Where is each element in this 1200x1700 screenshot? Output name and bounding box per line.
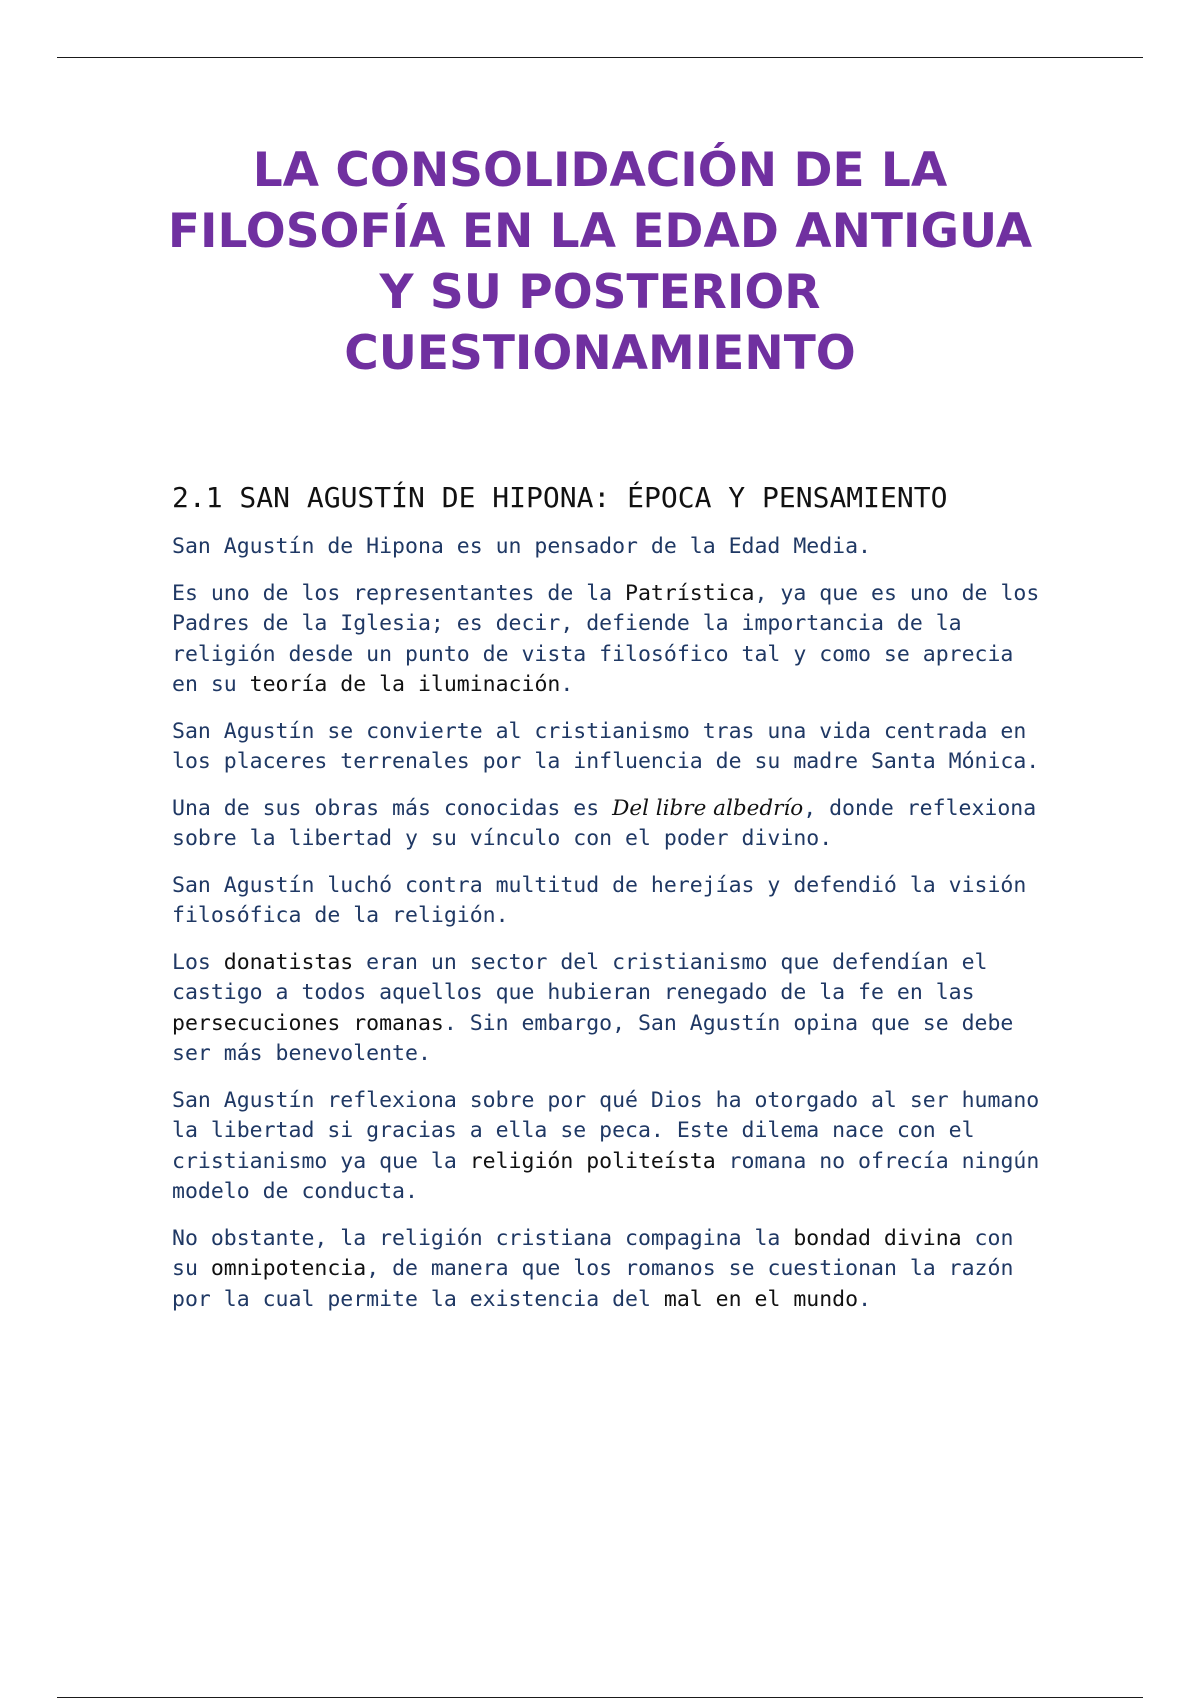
key-term: Patrística: [625, 580, 755, 606]
paragraph-4: [172, 794, 1052, 855]
paragraph-8: [172, 1224, 1052, 1316]
paragraph-text: , donde reflexiona sobre la libertad y su vínculo con el poder divino.: [172, 795, 1037, 851]
paragraph-text: San Agustín se convierte al cristianismo tras una vida centrada en los placeres terrenales por la influencia de su madre Santa Mónica.: [172, 718, 1040, 774]
key-term: persecuciones romanas: [172, 1010, 444, 1036]
paragraph-3: [172, 717, 1052, 778]
book-title: Del libre albedrío: [612, 795, 804, 821]
key-term: religión politeísta: [469, 1148, 716, 1174]
paragraph-text: Es uno de los representantes de la: [172, 580, 626, 606]
paragraph-text: . Sin embargo, San Agustín opina que se debe ser más benevolente.: [172, 1010, 1014, 1066]
paragraph-text: .: [858, 1286, 872, 1312]
paragraph-text: romana no ofrecía ningún modelo de conducta.: [172, 1148, 1040, 1204]
key-term: donatistas: [223, 949, 354, 975]
document-title: LA CONSOLIDACIÓN DE LA FILOSOFÍA EN LA EDAD ANTIGUA Y SU POSTERIOR CUESTIONAMIENTO: [167, 143, 1033, 381]
section-heading: 2.1 SAN AGUSTÍN DE HIPONA: ÉPOCA Y PENSAMIENTO: [172, 481, 948, 514]
paragraph-text: , de manera que los romanos se cuestionan la razón por la cual permite la existencia del: [172, 1256, 1014, 1312]
paragraph-2: [172, 579, 1052, 701]
key-term: bondad divina: [793, 1225, 962, 1251]
paragraph-text: , ya que es uno de los Padres de la Iglesia; es decir, defiende la importancia de la religión desde un punto de vista filosófico tal y como se aprecia en su: [172, 580, 1040, 697]
key-term: teoría de la iluminación: [249, 672, 561, 697]
paragraph-text: eran un sector del cristianismo que defendían el castigo a todos aquellos que hubieran renegado de la fe en las: [172, 949, 988, 1005]
paragraph-text: .: [560, 672, 574, 697]
document-body: [172, 478, 1052, 1331]
paragraph-text: San Agustín luchó contra multitud de herejías y defendió la visión filosófica de la religión.: [172, 872, 1027, 928]
bottom-rule: [57, 1697, 1143, 1698]
paragraph-text: No obstante, la religión cristiana compagina la: [172, 1225, 794, 1251]
paragraph-text: Una de sus obras más conocidas es: [172, 795, 613, 821]
paragraph-7: [172, 1086, 1052, 1208]
paragraph-text: San Agustín reflexiona sobre por qué Dios ha otorgado al ser humano la libertad si gracias a ella se peca. Este dilema nace con el cristianismo ya que la: [172, 1087, 1040, 1174]
paragraph-5: [172, 871, 1052, 932]
paragraph-text: San Agustín de Hipona es un pensador de la Edad Media.: [172, 534, 871, 559]
paragraph-1: [172, 532, 1052, 563]
paragraph-text: con su: [172, 1225, 1014, 1281]
key-term: mal en el mundo: [663, 1286, 859, 1312]
paragraph-text: Los: [172, 949, 224, 975]
top-rule: [57, 57, 1143, 58]
paragraph-6: [172, 948, 1052, 1070]
key-term: omnipotencia: [210, 1256, 367, 1281]
